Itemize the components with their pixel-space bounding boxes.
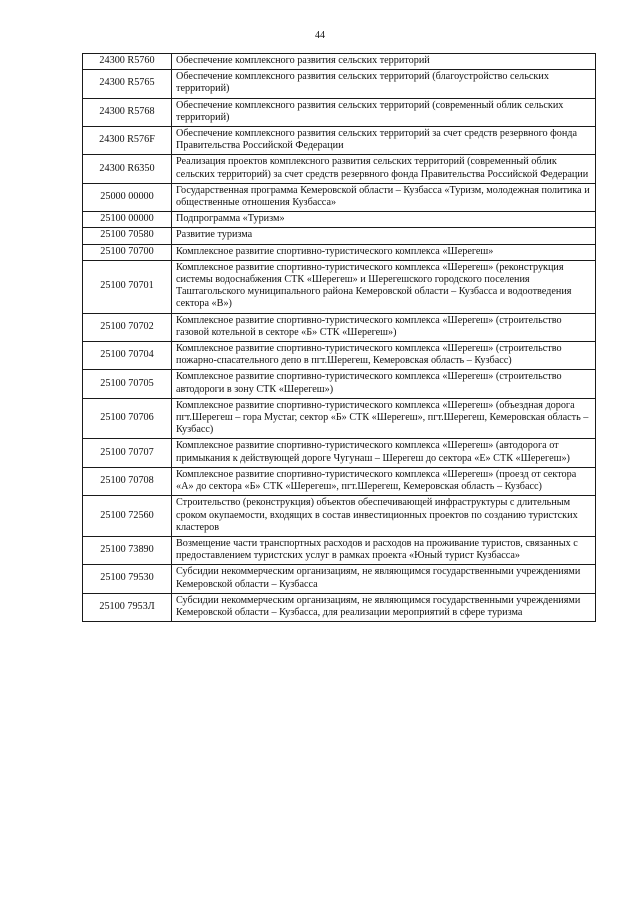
page-number: 44 [315, 30, 325, 41]
row-code: 25100 70705 [83, 370, 172, 398]
row-description: Реализация проектов комплексного развития сельских территорий (современный облик сельских территорий) за счет средств резервного фонда Правительства Российской Федерации [172, 155, 596, 183]
table-row [83, 244, 596, 260]
table-row [83, 370, 596, 398]
row-description: Возмещение части транспортных расходов и расходов на проживание туристов, связанных с предоставлением туристских услуг в рамках проекта «Юный турист Кузбасса» [172, 536, 596, 564]
table-row [83, 127, 596, 155]
row-description: Обеспечение комплексного развития сельских территорий (благоустройство сельских территорий) [172, 70, 596, 98]
row-description: Комплексное развитие спортивно-туристического комплекса «Шерегеш» (проезд от сектора «А» до сектора «Б» СТК «Шерегеш», пгт.Шерегеш, Кемеровская область – Кузбасс) [172, 467, 596, 495]
row-code: 24300 R576F [83, 127, 172, 155]
row-code: 25100 73890 [83, 536, 172, 564]
row-description: Обеспечение комплексного развития сельских территорий [172, 54, 596, 70]
table-row [83, 212, 596, 228]
table-body [83, 54, 596, 622]
table-row [83, 228, 596, 244]
row-code: 25100 70704 [83, 342, 172, 370]
row-description: Комплексное развитие спортивно-туристического комплекса «Шерегеш» (объездная дорога пгт.Шерегеш – гора Мустаг, сектор «Б» СТК «Шерегеш», пгт.Шерегеш, Кемеровская область – Кузбасс) [172, 398, 596, 439]
row-code: 24300 R6350 [83, 155, 172, 183]
table-row [83, 398, 596, 439]
table-row [83, 155, 596, 183]
row-description: Комплексное развитие спортивно-туристического комплекса «Шерегеш» (строительство газовой котельной в секторе «Б» СТК «Шерегеш») [172, 313, 596, 341]
row-code: 25100 72560 [83, 496, 172, 537]
row-description: Подпрограмма «Туризм» [172, 212, 596, 228]
row-code: 25100 70701 [83, 260, 172, 313]
row-description: Комплексное развитие спортивно-туристического комплекса «Шерегеш» (строительство пожарно-спасательного депо в пгт.Шерегеш, Кемеровская область – Кузбасс) [172, 342, 596, 370]
table-row [83, 439, 596, 467]
budget-codes-table [82, 53, 596, 622]
table-row [83, 342, 596, 370]
table-row [83, 536, 596, 564]
table-row [83, 70, 596, 98]
row-code: 24300 R5768 [83, 98, 172, 126]
row-code: 25100 70702 [83, 313, 172, 341]
row-description: Обеспечение комплексного развития сельских территорий (современный облик сельских территорий) [172, 98, 596, 126]
row-code: 24300 R5760 [83, 54, 172, 70]
row-description: Комплексное развитие спортивно-туристического комплекса «Шерегеш» (автодорога от примыкания к действующей дороге Чугунаш – Шерегеш до сектора «Е» СТК «Шерегеш») [172, 439, 596, 467]
row-description: Обеспечение комплексного развития сельских территорий за счет средств резервного фонда Правительства Российской Федерации [172, 127, 596, 155]
row-description: Развитие туризма [172, 228, 596, 244]
table-row [83, 183, 596, 211]
row-code: 25100 79530 [83, 565, 172, 593]
row-description: Субсидии некоммерческим организациям, не являющимся государственными учреждениями Кемеровской области – Кузбасса, для реализации мероприятий в сфере туризма [172, 593, 596, 621]
row-code: 25100 7953Л [83, 593, 172, 621]
table-row [83, 54, 596, 70]
row-description: Строительство (реконструкция) объектов обеспечивающей инфраструктуры с длительным сроком окупаемости, входящих в состав инвестиционных проектов по созданию туристских кластеров [172, 496, 596, 537]
row-code: 25000 00000 [83, 183, 172, 211]
row-code: 25100 70706 [83, 398, 172, 439]
table-row [83, 467, 596, 495]
row-code: 25100 70580 [83, 228, 172, 244]
row-code: 25100 00000 [83, 212, 172, 228]
row-description: Государственная программа Кемеровской области – Кузбасса «Туризм, молодежная политика и общественные отношения Кузбасса» [172, 183, 596, 211]
table-row [83, 565, 596, 593]
row-code: 25100 70708 [83, 467, 172, 495]
row-description: Субсидии некоммерческим организациям, не являющимся государственными учреждениями Кемеровской области – Кузбасса [172, 565, 596, 593]
table-row [83, 260, 596, 313]
table-row [83, 496, 596, 537]
table-row [83, 593, 596, 621]
row-description: Комплексное развитие спортивно-туристического комплекса «Шерегеш» (строительство автодороги в зону СТК «Шерегеш») [172, 370, 596, 398]
row-code: 25100 70707 [83, 439, 172, 467]
row-code: 25100 70700 [83, 244, 172, 260]
table-row [83, 313, 596, 341]
row-code: 24300 R5765 [83, 70, 172, 98]
row-description: Комплексное развитие спортивно-туристического комплекса «Шерегеш» (реконструкция системы водоснабжения СТК «Шерегеш» и Шерегешского городского поселения Таштагольского муниципального района Кемеровской области – Кузбасса и водоотведения сектора «В») [172, 260, 596, 313]
row-description: Комплексное развитие спортивно-туристического комплекса «Шерегеш» [172, 244, 596, 260]
table-row [83, 98, 596, 126]
